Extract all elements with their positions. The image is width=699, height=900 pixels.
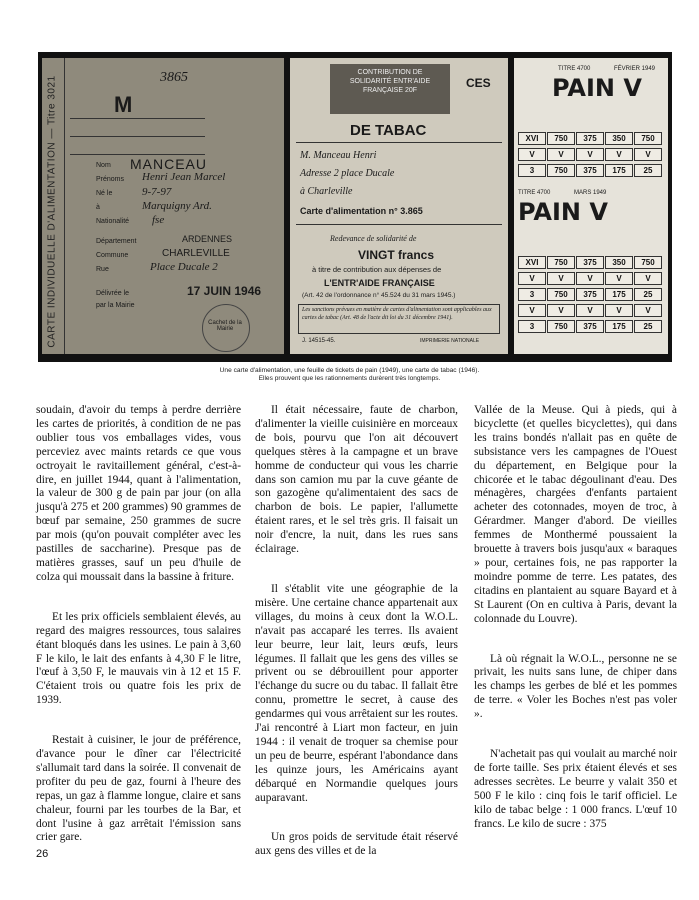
ticket-row-bottom-1: XVI 750 375 350 750 [518, 256, 662, 269]
card-title: DE TABAC [350, 122, 427, 139]
date-feb: FÉVRIER 1949 [614, 66, 656, 72]
label-rue: Rue [96, 266, 109, 273]
pain-v-top: PAIN V [552, 74, 642, 102]
value-nationalite: fse [152, 214, 165, 226]
ticket-row-top-2: 3 750 375 175 25 [518, 164, 662, 177]
card-number: 3865 [160, 70, 188, 85]
photo-strip [38, 52, 672, 362]
label-nationalite: Nationalité [96, 218, 130, 225]
text-column-2 [255, 404, 458, 885]
value-delivree: 17 JUIN 1946 [187, 284, 262, 298]
label-commune: Commune [96, 252, 129, 259]
page-number: 26 [36, 848, 49, 860]
label-ne-le: Né le [96, 190, 113, 197]
card-header: CES [466, 76, 491, 90]
value-prenoms: Henri Jean Marcel [142, 171, 226, 183]
ticket-row-bottom-2: 3 750 375 175 25 [518, 288, 662, 301]
paragraph: Il était nécessaire, faute de charbon, d'alimenter la vieille cuisinière en morceaux de bois, pourvu que l'on ait découvert quelques stères à la campagne et un brave homme de conducteur qui vous les charrie dans son camion mu par la cuve géante de son gazogène qu'alimentaient des sacs de charbon de bois. Le papier, l'allumette étaient rares, et le sel très gris. Il faisait un noir d'encre, la nuit, dans les rues sans éclairage. [255, 404, 458, 556]
ticket-row-top-v: V V V V V [518, 148, 662, 161]
ration-card-vertical-title: CARTE INDIVIDUELLE D'ALIMENTATION — Titre 3021 [46, 74, 58, 348]
pain-v-bottom: PAIN V [518, 198, 608, 226]
label-delivree: Délivrée le [96, 290, 130, 297]
ticket-row-top-1: XVI 750 375 350 750 [518, 132, 662, 145]
value-nom: MANCEAU [130, 156, 208, 172]
amount: VINGT francs [358, 248, 435, 262]
organization: L'ENTR'AIDE FRANÇAISE [324, 278, 435, 288]
value-departement: ARDENNES [182, 234, 233, 244]
label-prenoms: Prénoms [96, 176, 125, 183]
revenue-stamp-text: CONTRIBUTION DE SOLIDARITÉ ENTR'AIDE FRANÇAISE 20F [349, 69, 431, 94]
printer-name: IMPRIMERIE NATIONALE [420, 338, 480, 344]
bread-tickets-photo [514, 58, 668, 354]
paragraph: Et les prix officiels semblaient élevés, au regard des maigres ressources, tous salaires étant bloqués dans les usines. Le pain à 3,60 F le kilo, le lait des enfants à 4,30 F le litre, l'œuf à 3,50 F, le mauvais vin à 12 et 15 F. C'étaient trois ou quatre fois les prix de 1939. [36, 610, 241, 707]
article: (Art. 42 de l'ordonnance n° 45.524 du 31 mars 1945.) [302, 292, 456, 299]
label-mairie: par la Mairie [96, 302, 135, 309]
redevance-label: Redevance de solidarité de [330, 234, 417, 243]
paragraph: Là où régnait la W.O.L., personne ne se privait, les nuits sans lune, de chiper dans les champs les gerbes de blé et les pommes de terre. « Voler les Boches n'est pas voler ». [474, 652, 677, 721]
titre-label-2: TITRE 4700 [518, 190, 551, 196]
text-column-3 [474, 404, 677, 857]
sanctions-text: Les sanctions prévues en matière de cartes d'alimentation sont applicables aux cartes de tabac (Art. 48 de l'acte dit loi du 31 décembre 1941). [302, 307, 492, 321]
holder-address: Adresse 2 place Ducale [300, 168, 395, 179]
tobacco-card-photo [290, 58, 508, 354]
ration-card-photo [42, 58, 284, 354]
ticket-row-bottom-v2: V V V V V [518, 304, 662, 317]
ticket-row-bottom-3: 3 750 375 175 25 [518, 320, 662, 333]
value-a: Marquigny Ard. [142, 200, 212, 212]
holder-card-number: Carte d'alimentation n° 3.865 [300, 206, 423, 216]
figure-caption-line1: Une carte d'alimentation, une feuille de tickets de pain (1949), une carte de tabac (1946). [219, 367, 480, 374]
label-departement: Département [96, 238, 137, 245]
value-rue: Place Ducale 2 [150, 261, 218, 273]
date-mar: MARS 1949 [574, 190, 607, 196]
printer-ref: J. 14515-45. [302, 338, 336, 344]
label-nom: Nom [96, 162, 111, 169]
paragraph: N'achetait pas qui voulait au marché noir de forte taille. Ses prix étaient élevés et ses adresses secrètes. Le beurre y valait 350 et 500 F le kilo : cinq fois le tarif officiel. Le kilo de tabac belge : 1 000 francs. L'œuf 10 francs. Le kilo de sucre : 375 [474, 748, 677, 830]
paragraph: Il s'établit vite une géographie de la misère. Une certaine chance appartenait aux villages, du moins à ceux dont la W.O.L. n'avait pas accaparé les terres. Ils avaient leur beurre, leur lait, leurs œufs, leurs légumes. Il fallait que les gens des villes se privent ou se débrouillent pour apporter l'échange du sucre ou du tabac. Il fallait être connu, promettre le secret, à cause des gendarmes qui vous arrêtaient sur les routes. J'ai rencontré à Liart mon facteur, en juin 1944 : il venait de troquer sa chemise pour un peu de beurre, espérant l'abondance dans les quinze jours, les Américains ayant débarqué en Normandie quelques jours auparavant. [255, 582, 458, 804]
stamp-label: Cachet de la Mairie [208, 320, 242, 332]
text-column-1 [36, 404, 241, 871]
paragraph: Restait à cuisiner, le jour de préférence, d'avance pour le dîner car l'électricité s'allumait tard dans la soirée. Il convenait de profiter du peu de gaz, fourni à l'heure des repas, un gaz à flamme longue, claire et sans chaleur, fourni par les tourbes de la Bar, et dont l'usine à gaz arrêtait l'émission sans crier gare. [36, 734, 241, 844]
figure-caption-line2: Elles prouvent que les rationnements durèrent très longtemps. [258, 375, 441, 382]
label-a: à [96, 204, 100, 211]
value-commune: CHARLEVILLE [162, 248, 230, 259]
purpose: à titre de contribution aux dépenses de [312, 265, 442, 274]
paragraph: Un gros poids de servitude était réservé aux gens des villes et de la [255, 831, 458, 858]
value-ne-le: 9-7-97 [142, 186, 172, 198]
paragraph: soudain, d'avoir du temps à perdre derrière les cartes de priorités, à condition de ne pas oublier tous vos emballages vides, vous perceviez avec maints retards ce que vous octroyait le ravitaillement général, c'est-à-dire, en juillet 1944, quant à l'alimentation, la valeur de 300 g de pain par jour (on alla jusqu'à 275 et 200 grammes) 90 grammes de bœuf par semaine, 250 grammes de sucre par mois (qu'on pouvait compléter avec les pastilles de saccharine). Presque pas de matières grasses, sauf un peu d'huile de colza qui moussait dans la bassine à friture. [36, 404, 241, 583]
titre-label: TITRE 4700 [558, 66, 591, 72]
ticket-row-bottom-v: V V V V V [518, 272, 662, 285]
holder-name: M. Manceau Henri [300, 150, 377, 161]
holder-city: à Charleville [300, 186, 353, 197]
paragraph: Vallée de la Meuse. Qui à pieds, qui à bicyclette (et quelles bicyclettes), qui dans les trains bondés n'allait pas en quête de subsistance vers les campagnes de l'Ouest du département, en Belgique pour la chicorée et le tabac dégoulinant d'eau. Des ménagères, chargées d'enfants partaient acheter des cotonnades, moyen de troc, à Gérardmer. Manger d'abord. De vieilles femmes de Monthermé poussaient la brouette à travers bois jusqu'aux « baraques » pour, certaines fois, ne pas rapporter la moindre pomme de terre. Les patates, des citadins en plantaient au square Bayard et à St Laurent (On en cultiva à Paris, devant la colonnade du Louvre). [474, 404, 677, 625]
card-category: M [114, 92, 133, 117]
